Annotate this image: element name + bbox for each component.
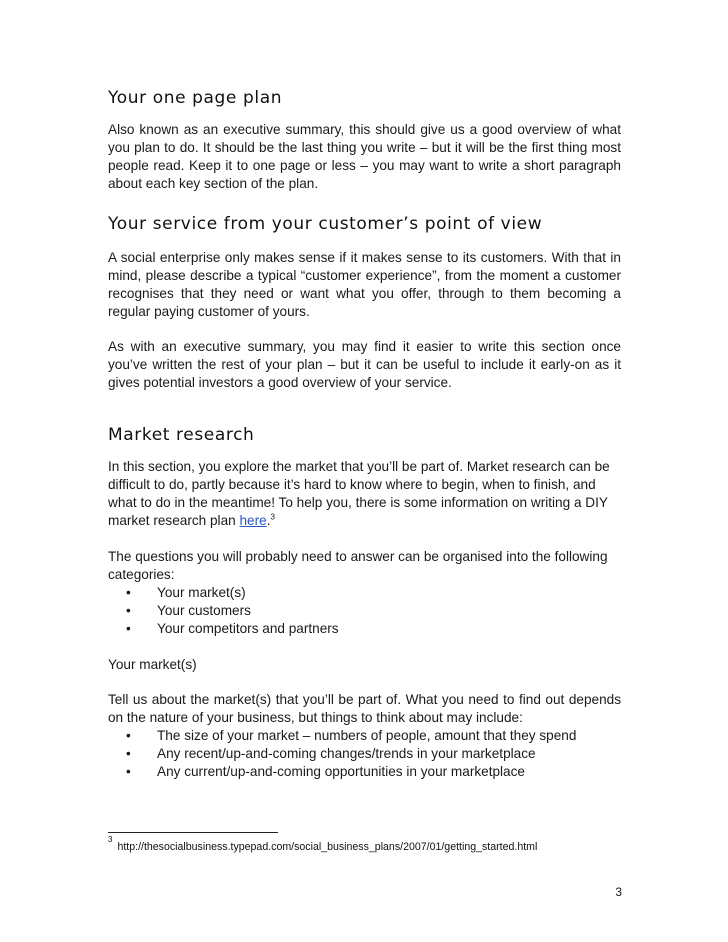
link-suffix: . xyxy=(266,513,271,528)
market-research-plan-link[interactable]: here xyxy=(239,513,267,528)
market-items-list xyxy=(108,727,621,781)
list-item xyxy=(108,745,621,763)
paragraph-questions-intro: The questions you will probably need to answer can be organised into the following categories: xyxy=(108,549,608,582)
bullet-icon: • xyxy=(126,603,131,618)
bullet-icon: • xyxy=(126,621,131,636)
footnote-reference[interactable]: 3 xyxy=(270,512,275,522)
bullet-icon: • xyxy=(126,764,131,779)
list-item-text: Any current/up-and-coming opportunities in your marketplace xyxy=(157,764,525,779)
footnote xyxy=(108,835,628,854)
heading-your-markets: Your market(s) xyxy=(108,657,197,672)
paragraph-market-research xyxy=(108,458,621,530)
footnote-url[interactable]: http://thesocialbusiness.typepad.com/social_business_plans/2007/01/getting_started.html xyxy=(117,841,538,853)
list-item xyxy=(108,763,621,781)
list-item xyxy=(108,584,621,602)
list-item xyxy=(108,727,621,745)
page-number: 3 xyxy=(615,885,622,899)
heading-service: Your service from your customer’s point of view xyxy=(108,214,543,234)
footnote-divider xyxy=(108,832,278,833)
list-item xyxy=(108,602,621,620)
paragraph-one-page-plan: Also known as an executive summary, this should give us a good overview of what you plan to do. It should be the last thing you write – but it will be the first thing most people read. Keep it to one page or less – you may want to write a short paragraph about each key section of the plan. xyxy=(108,122,621,191)
list-item-text: Any recent/up-and-coming changes/trends in your marketplace xyxy=(157,746,536,761)
list-item xyxy=(108,620,621,638)
category-list xyxy=(108,584,621,638)
list-item-text: The size of your market – numbers of people, amount that they spend xyxy=(157,728,577,743)
page-content xyxy=(108,87,621,781)
list-item-text: Your market(s) xyxy=(157,585,246,600)
paragraph-your-markets: Tell us about the market(s) that you’ll be part of. What you need to find out depends on the nature of your business, but things to think about may include: xyxy=(108,692,621,725)
paragraph-service-1: A social enterprise only makes sense if it makes sense to its customers. With that in mind, please describe a typical “customer experience”, from the moment a customer recognises that they need or want what you offer, through to them becoming a regular paying customer of yours. xyxy=(108,250,621,319)
market-research-intro: In this section, you explore the market that you’ll be part of. Market research can be difficult to do, partly because it’s hard to know where to begin, when to finish, and what to do in the meantime! To help you, there is some information on writing a DIY market research plan xyxy=(108,459,610,528)
paragraph-service-2: As with an executive summary, you may find it easier to write this section once you’ve written the rest of your plan – but it can be useful to include it early-on as it gives potential investors a good overview of your service. xyxy=(108,339,621,390)
bullet-icon: • xyxy=(126,746,131,761)
list-item-text: Your competitors and partners xyxy=(157,621,339,636)
footnote-number: 3 xyxy=(108,835,113,845)
bullet-icon: • xyxy=(126,728,131,743)
list-item-text: Your customers xyxy=(157,603,251,618)
heading-one-page-plan: Your one page plan xyxy=(108,88,283,108)
heading-market-research: Market research xyxy=(108,425,255,445)
bullet-icon: • xyxy=(126,585,131,600)
